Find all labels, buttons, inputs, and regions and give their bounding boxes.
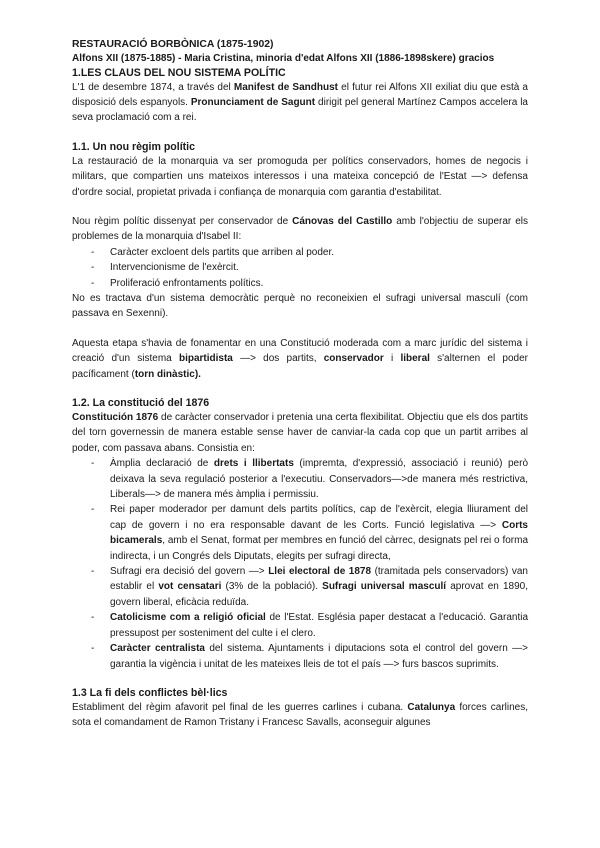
- section-1-intro: L'1 de desembre 1874, a través del Manifest de Sandhust el futur rei Alfons XII exiliat diu que està a disposició dels espanyols. Pronunciament de Sagunt dirigit pel general Martínez Campos accelera la seva proclamació com a rei.: [72, 81, 528, 124]
- document-title: RESTAURACIÓ BORBÒNICA (1875-1902): [72, 39, 274, 50]
- list-item: - Rei paper moderador per damunt dels partits polítics, cap de l'exèrcit, elegia lliurament del cap de govern i no era responsable davant de les Corts. Funció legislativa —> Corts bicamerals, amb el Senat, format per membres en funció del càrrec, designats pel rei o forma indirecta, i un Congrés dels Diputats, elegits per sufragi directa,: [72, 502, 528, 564]
- section-1-1-paragraph-2: Nou règim polític dissenyat per conservador de Cánovas del Castillo amb l'objectiu de superar els problemes de la monarquia d'Isabel II:: [72, 215, 528, 243]
- section-1-1-list: [72, 245, 528, 291]
- list-item: - Catolicisme com a religió oficial de l'Estat. Església paper destacat a l'educació. Garantia pressupost per sosteniment del culte i el clero.: [72, 610, 528, 641]
- section-1-1-paragraph-1: La restauració de la monarquia va ser promoguda per polítics conservadors, homes de negocis i militars, que compartien uns mateixos interessos i una mateixa concepció de l'Estat —> defensa d'ordre social, propietat privada i confiança de monarquia com garantia d'estabilitat.: [72, 155, 528, 198]
- list-item: - Caràcter excloent dels partits que arriben al poder.: [72, 245, 528, 260]
- section-1-3-heading: 1.3 La fi dels conflictes bèl·lics: [72, 686, 228, 699]
- list-item: - Sufragi era decisió del govern —> Llei electoral de 1878 (tramitada pels conservadors) van establir el vot censatari (3% de la població). Sufragi universal masculí aprovat en 1890, govern liberal, eficàcia reduïda.: [72, 564, 528, 610]
- document-page: [72, 38, 528, 731]
- section-1-1-paragraph-3: No es tractava d'un sistema democràtic perquè no reconeixien el sufragi universal masculí (com passava en Sexenni).: [72, 292, 528, 320]
- list-item: - Intervencionisme de l'exèrcit.: [72, 260, 528, 275]
- list-item: - Caràcter centralista del sistema. Ajuntaments i diputacions sota el control del govern —> garantia la vigència i unitat de les mateixes lleis de tot el país —> furs bascos suprimits.: [72, 641, 528, 672]
- section-1-2-paragraph-1: Constitución 1876 de caràcter conservador i pretenia una certa flexibilitat. Objectiu que els dos partits del torn governessin de manera estable sense haver de canviar-la cada cop que un partit arribes al poder, com passava abans. Consistia en:: [72, 412, 528, 454]
- section-1-2-list: [72, 456, 528, 672]
- section-1-1-paragraph-4: Aquesta etapa s'havia de fonamentar en una Constitució moderada com a marc jurídic del sistema i creació d'un sistema bipartidista —> dos partits, conservador i liberal s'alternen el poder pacíficament (torn dinàstic).: [72, 337, 528, 380]
- document-subtitle: Alfons XII (1875-1885) - Maria Cristina, minoria d'edat Alfons XII (1886-1898skere) gracios: [72, 53, 495, 64]
- list-item: - Àmplia declaració de drets i llibertats (impremta, d'expressió, associació i reunió) però deixava la seva regulació posterior a l'executiu. Conservadors—>de manera més restrictiva, Liberals—> de manera més àmplia i permissiu.: [72, 456, 528, 502]
- section-1-1-heading: 1.1. Un nou règim polític: [72, 140, 196, 153]
- list-item: - Proliferació enfrontaments polítics.: [72, 276, 528, 291]
- section-1-heading: 1.LES CLAUS DEL NOU SISTEMA POLÍTIC: [72, 66, 286, 79]
- section-1-3-paragraph-1: Establiment del règim afavorit pel final de les guerres carlines i cubana. Catalunya forces carlines, sota el comandament de Ramon Tristany i Francesc Savalls, aconseguir algunes: [72, 701, 528, 729]
- section-1-2-heading: 1.2. La constitució del 1876: [72, 397, 210, 409]
